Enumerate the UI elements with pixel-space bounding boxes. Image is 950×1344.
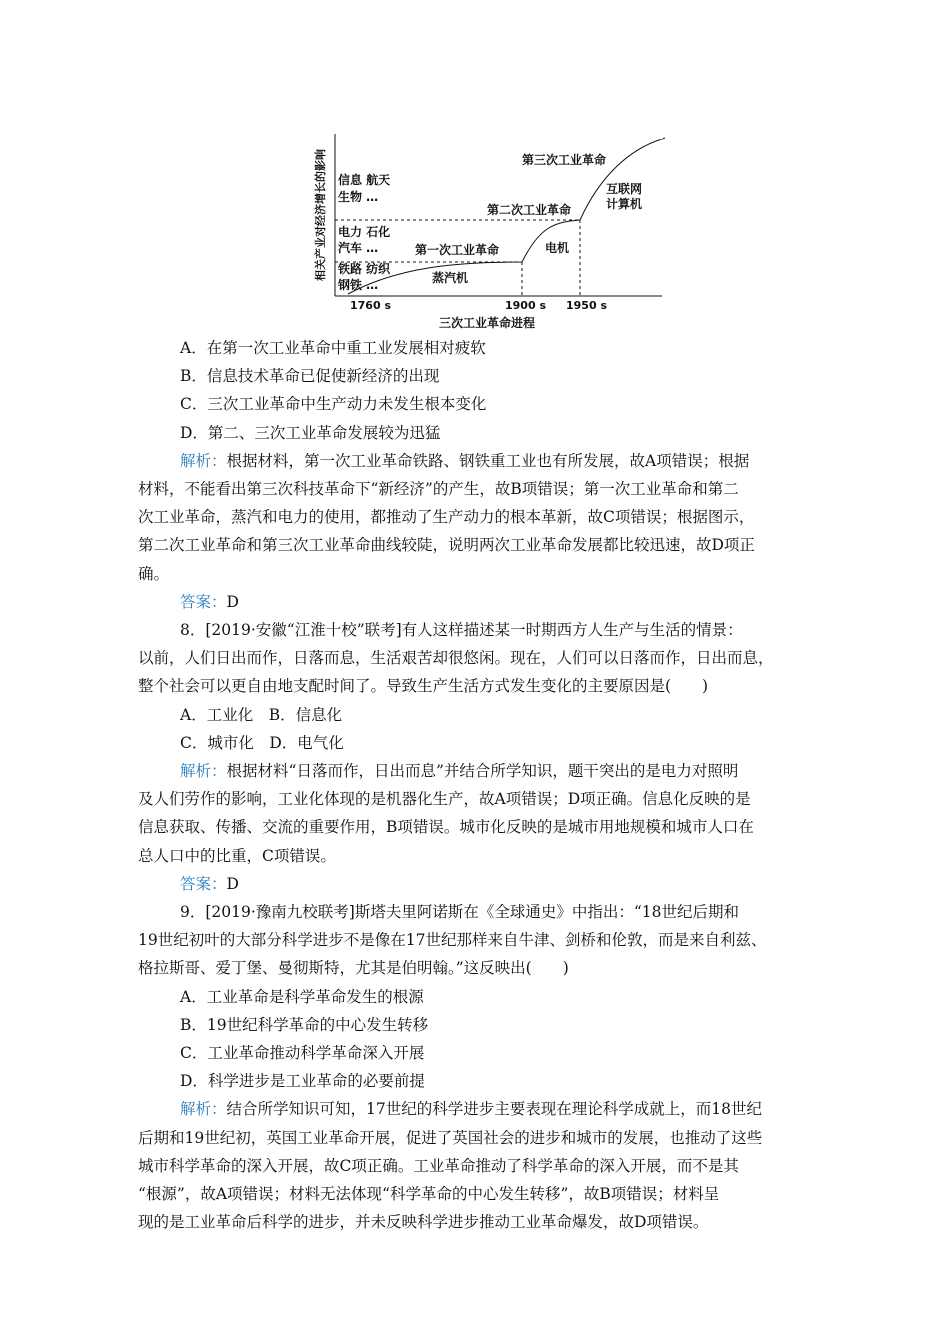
rev1-label: 第一次工业革命	[415, 243, 500, 257]
text-line	[138, 1184, 719, 1204]
band3-label-a: 信息 航天	[338, 173, 391, 187]
band1-label-a: 铁路 纺织	[338, 262, 391, 276]
line-text: C．城市化 D．电气化	[180, 733, 344, 752]
line-text: D．第二、三次工业革命发展较为迅猛	[180, 423, 441, 442]
line-text: 整个社会可以更自由地支配时间了。导致生产生活方式发生变化的主要原因是( )	[138, 677, 709, 696]
band3-label-b: 生物 …	[338, 190, 379, 204]
text-line	[180, 592, 239, 612]
text-line	[180, 423, 440, 443]
line-text: 8．[2019·安徽“江淮十校”联考]有人这样描述某一时期西方人生产与生活的情景：	[180, 621, 743, 639]
text-line	[138, 930, 766, 950]
line-text: 材料，不能看出第三次科技革命下“新经济”的产生，故B项错误；第一次工业革命和第二	[138, 480, 739, 498]
text-line	[138, 507, 754, 527]
line-text: 确。	[138, 564, 170, 583]
text-line	[138, 846, 336, 866]
motor-label: 电机	[545, 241, 570, 255]
text-line	[180, 1015, 428, 1035]
text-line	[138, 1128, 762, 1148]
line-text: 9．[2019·豫南九校联考]斯塔夫里阿诺斯在《全球通史》中指出：“18世纪后期和	[180, 903, 739, 921]
text-line	[180, 366, 439, 386]
line-text: D	[226, 874, 239, 893]
band2-label-b: 汽车 …	[338, 241, 379, 255]
figure-svg	[300, 126, 680, 336]
computer-label: 计算机	[606, 197, 643, 211]
text-line	[180, 451, 749, 471]
line-text: 总人口中的比重，C项错误。	[138, 846, 336, 865]
line-text: 信息获取、传播、交流的重要作用，B项错误。城市化反映的是城市用地规模和城市人口在	[138, 818, 754, 837]
steam-engine-label: 蒸汽机	[432, 271, 469, 285]
line-text: 根据材料“日落而作，日出而息”并结合所学知识，题干突出的是电力对照明	[226, 762, 739, 780]
line-text: 格拉斯哥、爱丁堡、曼彻斯特，尤其是伯明翰。”这反映出( )	[138, 959, 569, 978]
text-line	[180, 987, 424, 1007]
rev3-label: 第三次工业革命	[522, 153, 607, 167]
band2-label-a: 电力 石化	[338, 225, 391, 239]
line-text: D．科学进步是工业革命的必要前提	[180, 1072, 425, 1091]
text-line	[138, 648, 774, 668]
text-line	[180, 902, 739, 922]
line-text: 及人们劳作的影响，工业化体现的是机器化生产，故A项错误；D项正确。信息化反映的是	[138, 790, 751, 809]
line-label: 解析：	[180, 1100, 227, 1119]
text-line	[138, 564, 169, 584]
line-text: D	[226, 592, 239, 611]
line-text: A．在第一次工业革命中重工业发展相对疲软	[180, 339, 486, 357]
industrial-revolution-figure	[300, 126, 680, 336]
x-tick-1950: 1950 s	[566, 299, 607, 312]
x-tick-1900: 1900 s	[505, 299, 546, 312]
line-text: 19世纪初叶的大部分科学进步不是像在17世纪那样来自牛津、剑桥和伦敦，而是来自利兹、	[138, 931, 767, 950]
internet-label: 互联网	[606, 182, 643, 196]
line-text: 根据材料，第一次工业革命铁路、钢铁重工业也有所发展，故A项错误；根据	[226, 451, 750, 470]
line-text: A．工业化 B．信息化	[180, 705, 343, 724]
line-label: 答案：	[180, 592, 227, 611]
line-text: 第二次工业革命和第三次工业革命曲线较陡，说明两次工业革命发展都比较迅速，故D项正	[138, 536, 755, 555]
text-line	[138, 789, 751, 809]
line-text: B．19世纪科学革命的中心发生转移	[180, 1015, 429, 1034]
text-line	[138, 676, 708, 696]
line-text: “根源”，故A项错误；材料无法体现“科学革命的中心发生转移”，故B项错误；材料呈	[138, 1185, 720, 1203]
text-line	[138, 479, 739, 499]
line-text: C．三次工业革命中生产动力未发生根本变化	[180, 395, 487, 414]
text-line	[138, 1156, 739, 1176]
line-label: 解析：	[180, 762, 227, 780]
band1-label-b: 钢铁 …	[338, 278, 379, 292]
line-text: 次工业革命，蒸汽和电力的使用，都推动了生产动力的根本革新，故C项错误；根据图示，	[138, 508, 755, 527]
text-line	[180, 394, 486, 414]
text-line	[180, 338, 486, 358]
line-label: 解析：	[180, 451, 227, 470]
text-line	[180, 874, 239, 894]
text-line	[138, 958, 569, 978]
x-axis-label: 三次工业革命进程	[438, 316, 536, 330]
text-line	[180, 1043, 424, 1063]
text-line	[180, 761, 738, 781]
line-text: 以前，人们日出而作，日落而息，生活艰苦却很悠闲。现在，人们可以日落而作，日出而息，	[138, 649, 774, 668]
text-line	[138, 817, 754, 837]
y-axis-label: 相关产业对经济增长的影响	[314, 149, 327, 281]
line-label: 答案：	[180, 874, 227, 893]
text-line	[180, 1099, 762, 1119]
line-text: 城市科学革命的深入开展，故C项正确。工业革命推动了科学革命的深入开展，而不是其	[138, 1156, 739, 1175]
text-line	[138, 535, 755, 555]
line-text: 结合所学知识可知，17世纪的科学进步主要表现在理论科学成就上，而18世纪	[226, 1100, 762, 1119]
line-text: 现的是工业革命后科学的进步，并未反映科学进步推动工业革命爆发，故D项错误。	[138, 1213, 709, 1232]
rev2-label: 第二次工业革命	[487, 203, 572, 217]
line-text: 后期和19世纪初，英国工业革命开展，促进了英国社会的进步和城市的发展，也推动了这些	[138, 1128, 763, 1147]
text-line	[138, 1212, 708, 1232]
x-tick-1760: 1760 s	[350, 299, 391, 312]
text-line	[180, 1071, 425, 1091]
text-line	[180, 705, 342, 725]
text-line	[180, 733, 344, 753]
text-line	[180, 620, 743, 640]
line-text: C．工业革命推动科学革命深入开展	[180, 1044, 425, 1062]
line-text: A．工业革命是科学革命发生的根源	[180, 987, 424, 1006]
line-text: B．信息技术革命已促使新经济的出现	[180, 367, 440, 386]
